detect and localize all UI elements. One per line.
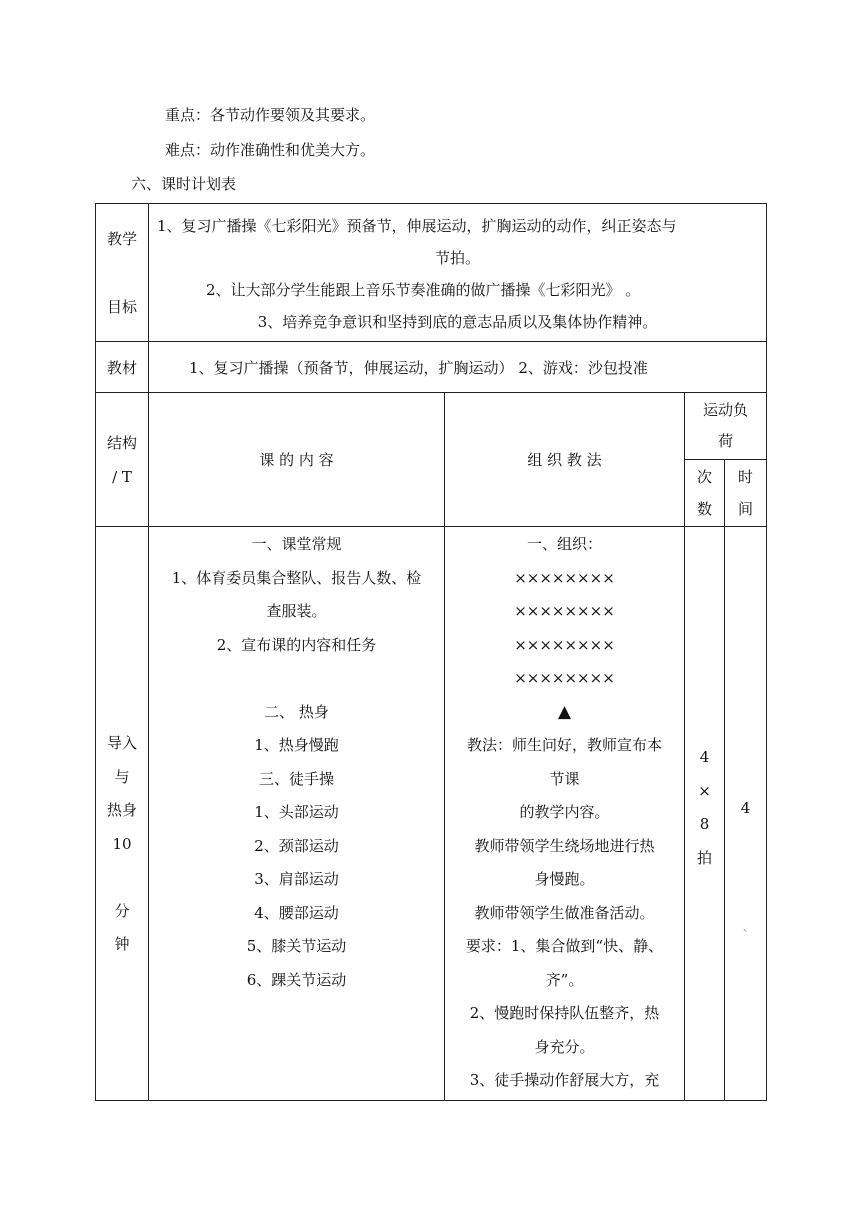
materials-row (96, 342, 767, 393)
warmup-method-line: 2、慢跑时保持队伍整齐，热 (469, 1004, 660, 1022)
time-header-1: 时 (737, 468, 753, 486)
materials-label: 教材 (96, 342, 149, 393)
warmup-structure-line: 10 (112, 834, 132, 853)
warmup-structure-line: 钟 (114, 935, 130, 953)
warmup-method-line: 节课 (549, 769, 580, 788)
warmup-method-line: 一、组织： (526, 535, 602, 553)
section-title: 六、课时计划表 (131, 175, 237, 193)
warmup-structure-line (96, 861, 148, 895)
load-header (685, 393, 767, 460)
objectives-row (96, 204, 767, 342)
count-header-1: 次 (696, 468, 712, 486)
warmup-structure-line: 导入 (106, 734, 137, 752)
materials-text: 1、复习广播操（预备节，伸展运动，扩胸运动） 2、游戏：沙包投准 (149, 342, 767, 393)
objective-line: 2、让大部分学生能跟上音乐节奏准确的做广播操《七彩阳光》 。 (206, 280, 641, 299)
warmup-count-line: × (698, 781, 711, 800)
warmup-method-cell (445, 527, 685, 1101)
warmup-method-line: 教师带领学生绕场地进行热 (474, 836, 655, 855)
warmup-count-line: 8 (699, 815, 710, 833)
lesson-plan-table (95, 203, 767, 1101)
warmup-time-value: 4 (740, 799, 751, 817)
warmup-method-line: 要求：1、集合做到“快、静、 (465, 937, 664, 955)
warmup-structure-line: 与 (114, 767, 130, 786)
warmup-content-line: 2、宣布课的内容和任务 (216, 635, 377, 654)
warmup-content-line: 3、肩部运动 (254, 870, 339, 888)
warmup-content-line: 1、热身慢跑 (254, 736, 339, 754)
warmup-count-line: 拍 (696, 848, 712, 867)
warmup-row (96, 527, 767, 1101)
warmup-content-line: 4、腰部运动 (254, 903, 339, 922)
header-row (96, 393, 767, 460)
warmup-content-line: 三、徒手操 (258, 769, 334, 788)
warmup-method-line: 3、徒手操动作舒展大方，充 (469, 1071, 660, 1089)
objectives-label-cell (96, 204, 149, 342)
objectives-label-2: 目标 (106, 297, 137, 316)
warmup-structure-cell (96, 527, 149, 1101)
warmup-count-cell (685, 527, 725, 1101)
teacher-position-icon: ▲ (557, 701, 572, 722)
formation-row: ×××××××× (514, 568, 615, 587)
warmup-time-mark: ` (742, 928, 749, 942)
warmup-method-line: 身慢跑。 (534, 870, 595, 888)
warmup-content-line: 查服装。 (266, 602, 327, 620)
count-header-2: 数 (696, 500, 712, 518)
warmup-content-line: 2、颈部运动 (254, 836, 339, 855)
warmup-method-line: 齐”。 (545, 970, 584, 989)
count-header (685, 460, 725, 527)
warmup-content-line: 1、体育委员集合整队、报告人数、检 (171, 568, 422, 587)
structure-header (96, 393, 149, 527)
warmup-count-line: 4 (699, 748, 710, 766)
time-header (725, 460, 767, 527)
time-header-2: 间 (737, 500, 753, 518)
warmup-content-line: 二、 热身 (264, 702, 329, 721)
warmup-content-cell (149, 527, 445, 1101)
warmup-content-line: 6、踝关节运动 (246, 970, 347, 989)
objective-line: 节拍。 (434, 248, 480, 267)
objectives-content-cell (149, 204, 767, 342)
method-header: 组 织 教 法 (445, 393, 685, 527)
load-header-1: 运动负 (702, 401, 748, 419)
difficulty-text: 难点：动作准确性和优美大方。 (165, 141, 376, 159)
content-header: 课 的 内 容 (149, 393, 445, 527)
structure-header-2: / T (112, 467, 132, 486)
warmup-structure-line: 分 (114, 901, 130, 920)
warmup-method-line: 教法：师生问好，教师宣布本 (466, 736, 662, 754)
key-point-text: 重点：各节动作要领及其要求。 (165, 106, 376, 124)
structure-header-1: 结构 (106, 433, 137, 452)
warmup-method-line: 的教学内容。 (519, 803, 610, 821)
warmup-method-line: 教师带领学生做准备活动。 (474, 903, 655, 922)
formation-row: ×××××××× (514, 669, 615, 687)
warmup-content-line: 1、头部运动 (254, 803, 339, 821)
objectives-label-1: 教学 (106, 229, 137, 248)
formation-row: ×××××××× (514, 635, 615, 654)
formation-row: ×××××××× (514, 602, 615, 620)
objective-line: 1、复习广播操《七彩阳光》预备节，伸展运动，扩胸运动的动作，纠正姿态与 (157, 216, 677, 235)
warmup-content-line: 5、膝关节运动 (246, 937, 347, 955)
warmup-time-cell (725, 527, 767, 1101)
objective-line: 3、培养竞争意识和坚持到底的意志品质以及集体协作精神。 (257, 312, 658, 331)
warmup-content-line (149, 662, 444, 696)
warmup-content-line: 一、课堂常规 (251, 535, 342, 553)
warmup-method-line: 身充分。 (534, 1037, 595, 1056)
warmup-structure-line: 热身 (106, 801, 137, 819)
load-header-2: 荷 (717, 432, 733, 450)
